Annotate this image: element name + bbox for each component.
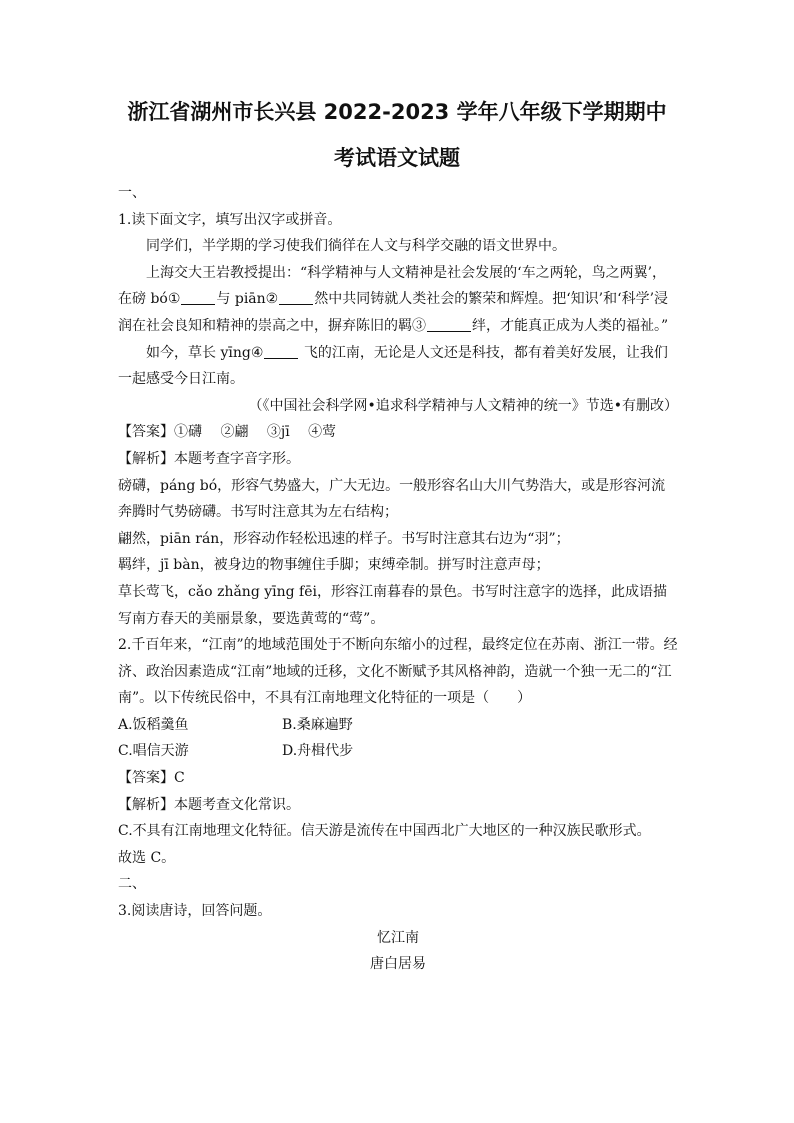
- analysis-line: [118, 446, 678, 473]
- options-row: [118, 712, 678, 739]
- analysis-text: 本题考查文化常识。: [174, 796, 300, 813]
- answer-blank-1: [181, 290, 215, 305]
- question-prompt: 2.千百年来，“江南”的地域范围处于不断向东缩小的过程，最终定位在苏南、浙江一带。经济、政治因素造成“江南”地域的迁移，文化不断赋予其风格神韵，造就一个独一无二的“江南”。以下传统民俗中，不具有江南地理文化特征的一项是（ ）: [118, 637, 678, 707]
- analysis-line: [118, 792, 678, 819]
- explanation-line: 翩然，piān rán，形容动作轻松迅速的样子。书写时注意其右边为“羽”；: [118, 530, 570, 547]
- document-body: [118, 180, 678, 978]
- option-a: A.饭稻羹鱼: [118, 716, 189, 733]
- option-b: B.桑麻遍野: [282, 716, 353, 733]
- option-c: C.唱信天游: [118, 743, 189, 760]
- answer-line: [118, 419, 678, 446]
- poem-author: 唐白居易: [370, 956, 426, 973]
- answer-text: C: [174, 770, 185, 787]
- option-d: D.舟楫代步: [282, 743, 354, 760]
- passage-paragraph: 如今，草长 yīng④ 飞的江南，无论是人文还是科技，都有着美好发展，让我们一起感受今日江南。: [118, 344, 668, 388]
- explanation-line: C.不具有江南地理文化特征。信天游是流传在中国西北广大地区的一种汉族民歌形式。: [118, 823, 651, 840]
- answer-text: ①礴 ②翩 ③jī ④莺: [174, 424, 337, 441]
- question-prompt: 3.阅读唐诗，回答问题。: [118, 903, 272, 920]
- answer-line: [118, 765, 678, 792]
- document-title-line1: 浙江省湖州市长兴县 2022-2023 学年八年级下学期期中: [127, 100, 667, 124]
- document-title-line2: 考试语文试题: [334, 146, 460, 170]
- analysis-label: 【解析】: [118, 796, 174, 813]
- answer-blank-2: [279, 290, 313, 305]
- conclusion-line: 故选 C。: [118, 849, 176, 866]
- explanation-line: 羁绊，jī bàn，被身边的物事缠住手脚；束缚牵制。拼写时注意声母；: [118, 557, 550, 574]
- analysis-text: 本题考查字音字形。: [174, 450, 300, 467]
- section-label: 二、: [118, 876, 146, 893]
- explanation-line: 磅礴，páng bó，形容气势盛大，广大无边。一般形容名山大川气势浩大，或是形容河流奔腾时气势磅礴。书写时注意其为左右结构；: [118, 477, 666, 521]
- poem-title: 忆江南: [377, 929, 419, 946]
- explanation-line: 草长莺飞，cǎo zhǎng yīng fēi，形容江南暮春的景色。书写时注意字的选择，此成语描写南方春天的美丽景象，要选黄莺的“莺”。: [118, 583, 667, 627]
- answer-label: 【答案】: [118, 424, 174, 441]
- answer-blank-3: [427, 317, 471, 332]
- analysis-label: 【解析】: [118, 450, 174, 467]
- section-label: 一、: [118, 185, 146, 201]
- passage-paragraph: 同学们，半学期的学习使我们徜徉在人文与科学交融的语文世界中。: [146, 238, 566, 255]
- question-prompt: 1.读下面文字，填写出汉字或拼音。: [118, 211, 342, 228]
- options-row: [118, 738, 678, 765]
- passage-paragraph: 上海交大王岩教授提出：“科学精神与人文精神是社会发展的‘车之两轮，鸟之两翼’，在磅 bó① 与 piān② 然中共同铸就人类社会的繁荣和辉煌。把‘知识’和‘科学’浸润在社会良知和精神的崇高之中，摒弃陈旧的羁③ 绊，才能真正成为人类的福祉。”: [118, 264, 669, 334]
- answer-blank-4: [264, 344, 298, 359]
- passage-source: （《中国社会科学网•追求科学精神与人文精神的统一》节选•有删改）: [248, 397, 678, 414]
- answer-label: 【答案】: [118, 770, 174, 787]
